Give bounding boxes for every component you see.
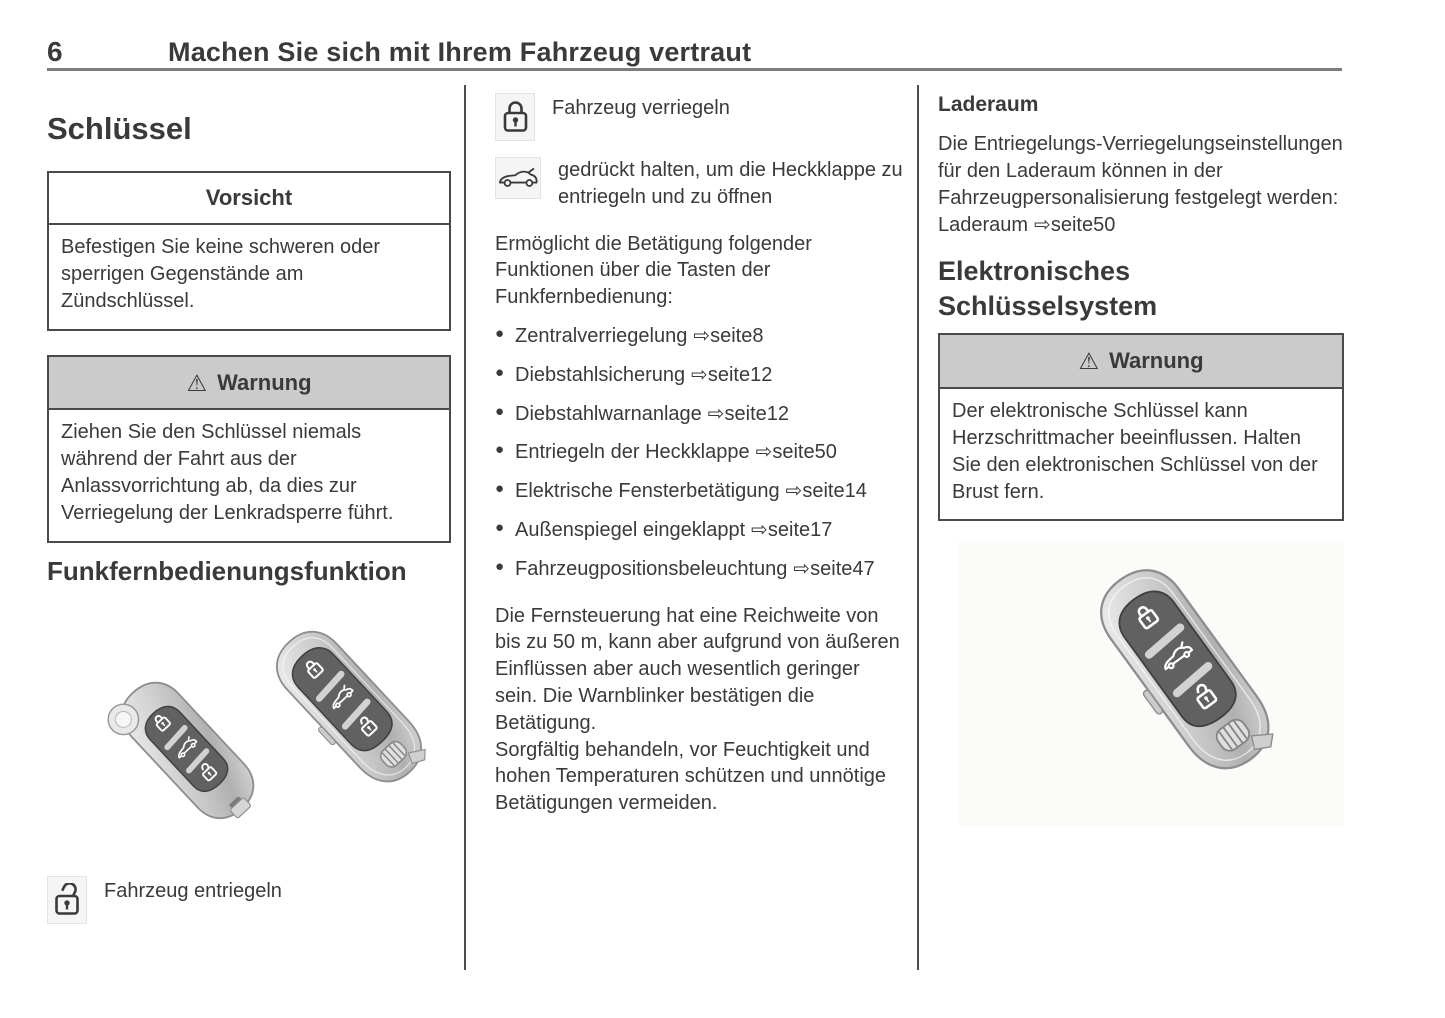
lock-function-row [495,93,907,141]
remote-functions-list [495,323,907,583]
warning-box-key [47,355,451,543]
page-reference: ⇨seite47 [793,557,875,580]
column-divider [464,85,466,970]
list-item-text: Diebstahlwarnanlage [515,402,702,425]
list-item-text: Fahrzeugpositionsbeleuchtung [515,557,788,580]
caution-box-title: Vorsicht [49,173,449,225]
header-rule [47,68,1342,71]
page-reference: ⇨seite17 [751,518,833,541]
section-title-elektronisches-schluesselsystem: Elektronisches Schlüsselsystem [938,256,1158,321]
list-item-text: Diebstahlsicherung [515,363,686,386]
remote-keys-illustration [65,600,450,840]
warning-box-text: Der elektronische Schlüssel kann Herzschrittmacher beeinflussen. Halten Sie den elektronischen Schlüssel von der Brust fern. [952,400,1318,503]
page-reference: ⇨seite14 [785,480,867,503]
list-item-text: Zentralverriegelung [515,324,688,347]
remote-care-paragraph: Sorgfältig behandeln, vor Feuchtigkeit und hohen Temperaturen schützen und unnötige Betätigungen vermeiden. [495,738,887,815]
car-icon [495,157,541,199]
list-item [495,556,907,583]
page-reference: ⇨seite50 [755,441,837,464]
subsection-title-funkfernbedienung: Funkfernbedienungsfunktion [47,555,407,586]
tailgate-function-row [495,155,907,211]
tailgate-function-label: gedrückt halten, um die Heckklappe zu entriegeln und zu öffnen [558,159,903,208]
remote-functions-intro: Ermöglicht die Betätigung folgender Funktionen über die Tasten der Funkfernbedienung: [495,232,812,309]
smart-key-image [261,620,436,800]
remote-control-keys-image [65,600,450,840]
subheading-laderaum: Laderaum [938,93,1039,116]
list-item-text: Elektrische Fensterbetätigung [515,480,780,503]
laderaum-link-text: Laderaum [938,213,1029,236]
page-reference: ⇨seite12 [707,402,790,425]
warning-box-title: Warnung [1109,348,1204,374]
lock-icon [495,93,535,141]
unlock-icon [47,876,87,924]
electronic-key-illustration [958,541,1344,826]
unlock-function-row [47,876,451,924]
caution-box-text: Befestigen Sie keine schweren oder sperrigen Gegenstände am Zündschlüssel. [61,236,381,312]
right-column [938,85,1344,826]
list-item [495,478,907,505]
electronic-key-image [958,541,1344,826]
warning-box-title: Warnung [217,369,312,395]
page-title: Machen Sie sich mit Ihrem Fahrzeug vertraut [168,37,752,67]
page-reference: ⇨seite12 [691,363,773,386]
column-divider [917,85,919,970]
page-reference: ⇨seite50 [1034,213,1116,236]
flip-key-image [102,669,268,840]
list-item [495,323,907,350]
list-item [495,362,907,389]
list-item [495,401,907,428]
page-number: 6 [47,36,63,67]
warning-box-text: Ziehen Sie den Schlüssel niemals während der Fahrt aus der Anlassvorrichtung ab, da dies zur Verriegelung der Lenkradsperre führt. [61,421,394,524]
lock-function-label: Fahrzeug verriegeln [552,97,730,119]
list-item [495,439,907,466]
list-item-text: Außenspiegel eingeklappt [515,518,746,541]
unlock-function-label: Fahrzeug entriegeln [104,880,282,903]
list-item-text: Entriegeln der Heckklappe [515,441,750,464]
warning-box-electronic-key [938,333,1344,521]
remote-range-paragraph: Die Fernsteuerung hat eine Reichweite von bis zu 50 m, kann aber aufgrund von äußeren Einflüssen aber auch wesentlich geringer sein. Die Warnblinker bestätigen die Betätigung. [495,604,900,734]
page-reference: ⇨seite8 [693,324,764,347]
warning-box-title-row [940,335,1342,389]
list-item [495,517,907,544]
laderaum-paragraph: Die Entriegelungs-Verriegelungseinstellungen für den Laderaum können in der Fahrzeugpersonalisierung festgelegt werden: [938,133,1343,209]
section-title-schluessel: Schlüssel [47,111,192,146]
middle-column [495,85,907,817]
left-column [47,85,451,924]
warning-triangle-icon: ⚠ [1078,348,1100,375]
warning-box-title-row [49,357,449,411]
laderaum-reference-line [938,212,1344,239]
warning-triangle-icon: ⚠ [186,369,208,396]
caution-box [47,171,451,331]
